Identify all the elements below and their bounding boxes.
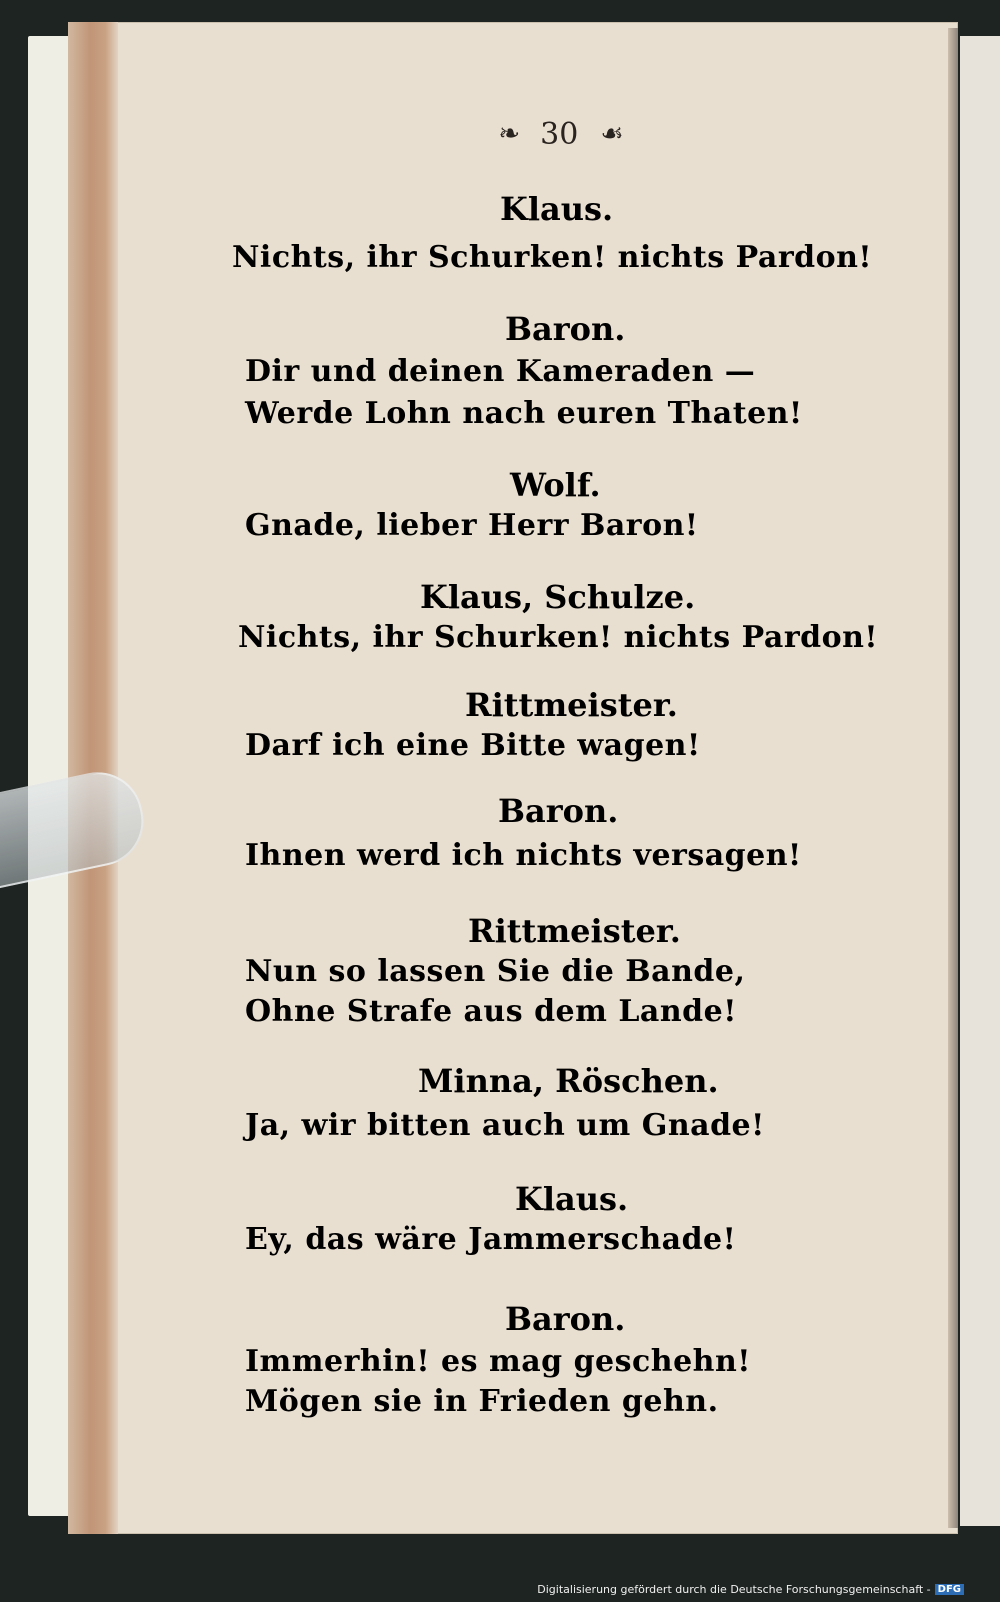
verse-line: Nichts, ihr Schurken! nichts Pardon!: [238, 620, 879, 655]
speaker-name: Rittmeister.: [468, 912, 681, 950]
speaker-name: Minna, Röschen.: [418, 1062, 719, 1100]
speaker-name: Wolf.: [510, 466, 601, 504]
page-number: 30: [540, 116, 579, 152]
verse-line: Ihnen werd ich nichts versagen!: [245, 838, 802, 873]
facing-page-edge: [960, 36, 1000, 1526]
speaker-name: Klaus.: [515, 1180, 629, 1218]
verse-line: Dir und deinen Kameraden —: [245, 354, 756, 389]
verse-line: Nichts, ihr Schurken! nichts Pardon!: [232, 240, 873, 275]
verse-line: Immerhin! es mag geschehn!: [245, 1344, 751, 1379]
left-ornament-icon: ❧: [498, 119, 519, 149]
page-header: [420, 112, 700, 156]
verse-line: Ja, wir bitten auch um Gnade!: [245, 1108, 765, 1143]
verse-line: Gnade, lieber Herr Baron!: [245, 508, 699, 543]
right-ornament-icon: ☙: [600, 119, 622, 149]
verse-line: Ey, das wäre Jammerschade!: [245, 1222, 737, 1257]
speaker-name: Rittmeister.: [465, 686, 678, 724]
digitization-credit: [537, 1583, 964, 1596]
speaker-name: Baron.: [505, 1300, 626, 1338]
speaker-name: Klaus, Schulze.: [420, 578, 696, 616]
speaker-name: Baron.: [498, 792, 619, 830]
verse-line: Mögen sie in Frieden gehn.: [245, 1384, 719, 1419]
verse-line: Werde Lohn nach euren Thaten!: [245, 396, 803, 431]
verse-line: Ohne Strafe aus dem Lande!: [245, 994, 737, 1029]
credit-text: Digitalisierung gefördert durch die Deutsche Forschungsgemeinschaft -: [537, 1583, 931, 1596]
verse-line: Darf ich eine Bitte wagen!: [245, 728, 701, 763]
gutter-shadow: [948, 28, 958, 1528]
verse-line: Nun so lassen Sie die Bande,: [245, 954, 746, 989]
speaker-name: Baron.: [505, 310, 626, 348]
speaker-name: Klaus.: [500, 190, 614, 228]
dfg-logo: DFG: [935, 1584, 964, 1595]
